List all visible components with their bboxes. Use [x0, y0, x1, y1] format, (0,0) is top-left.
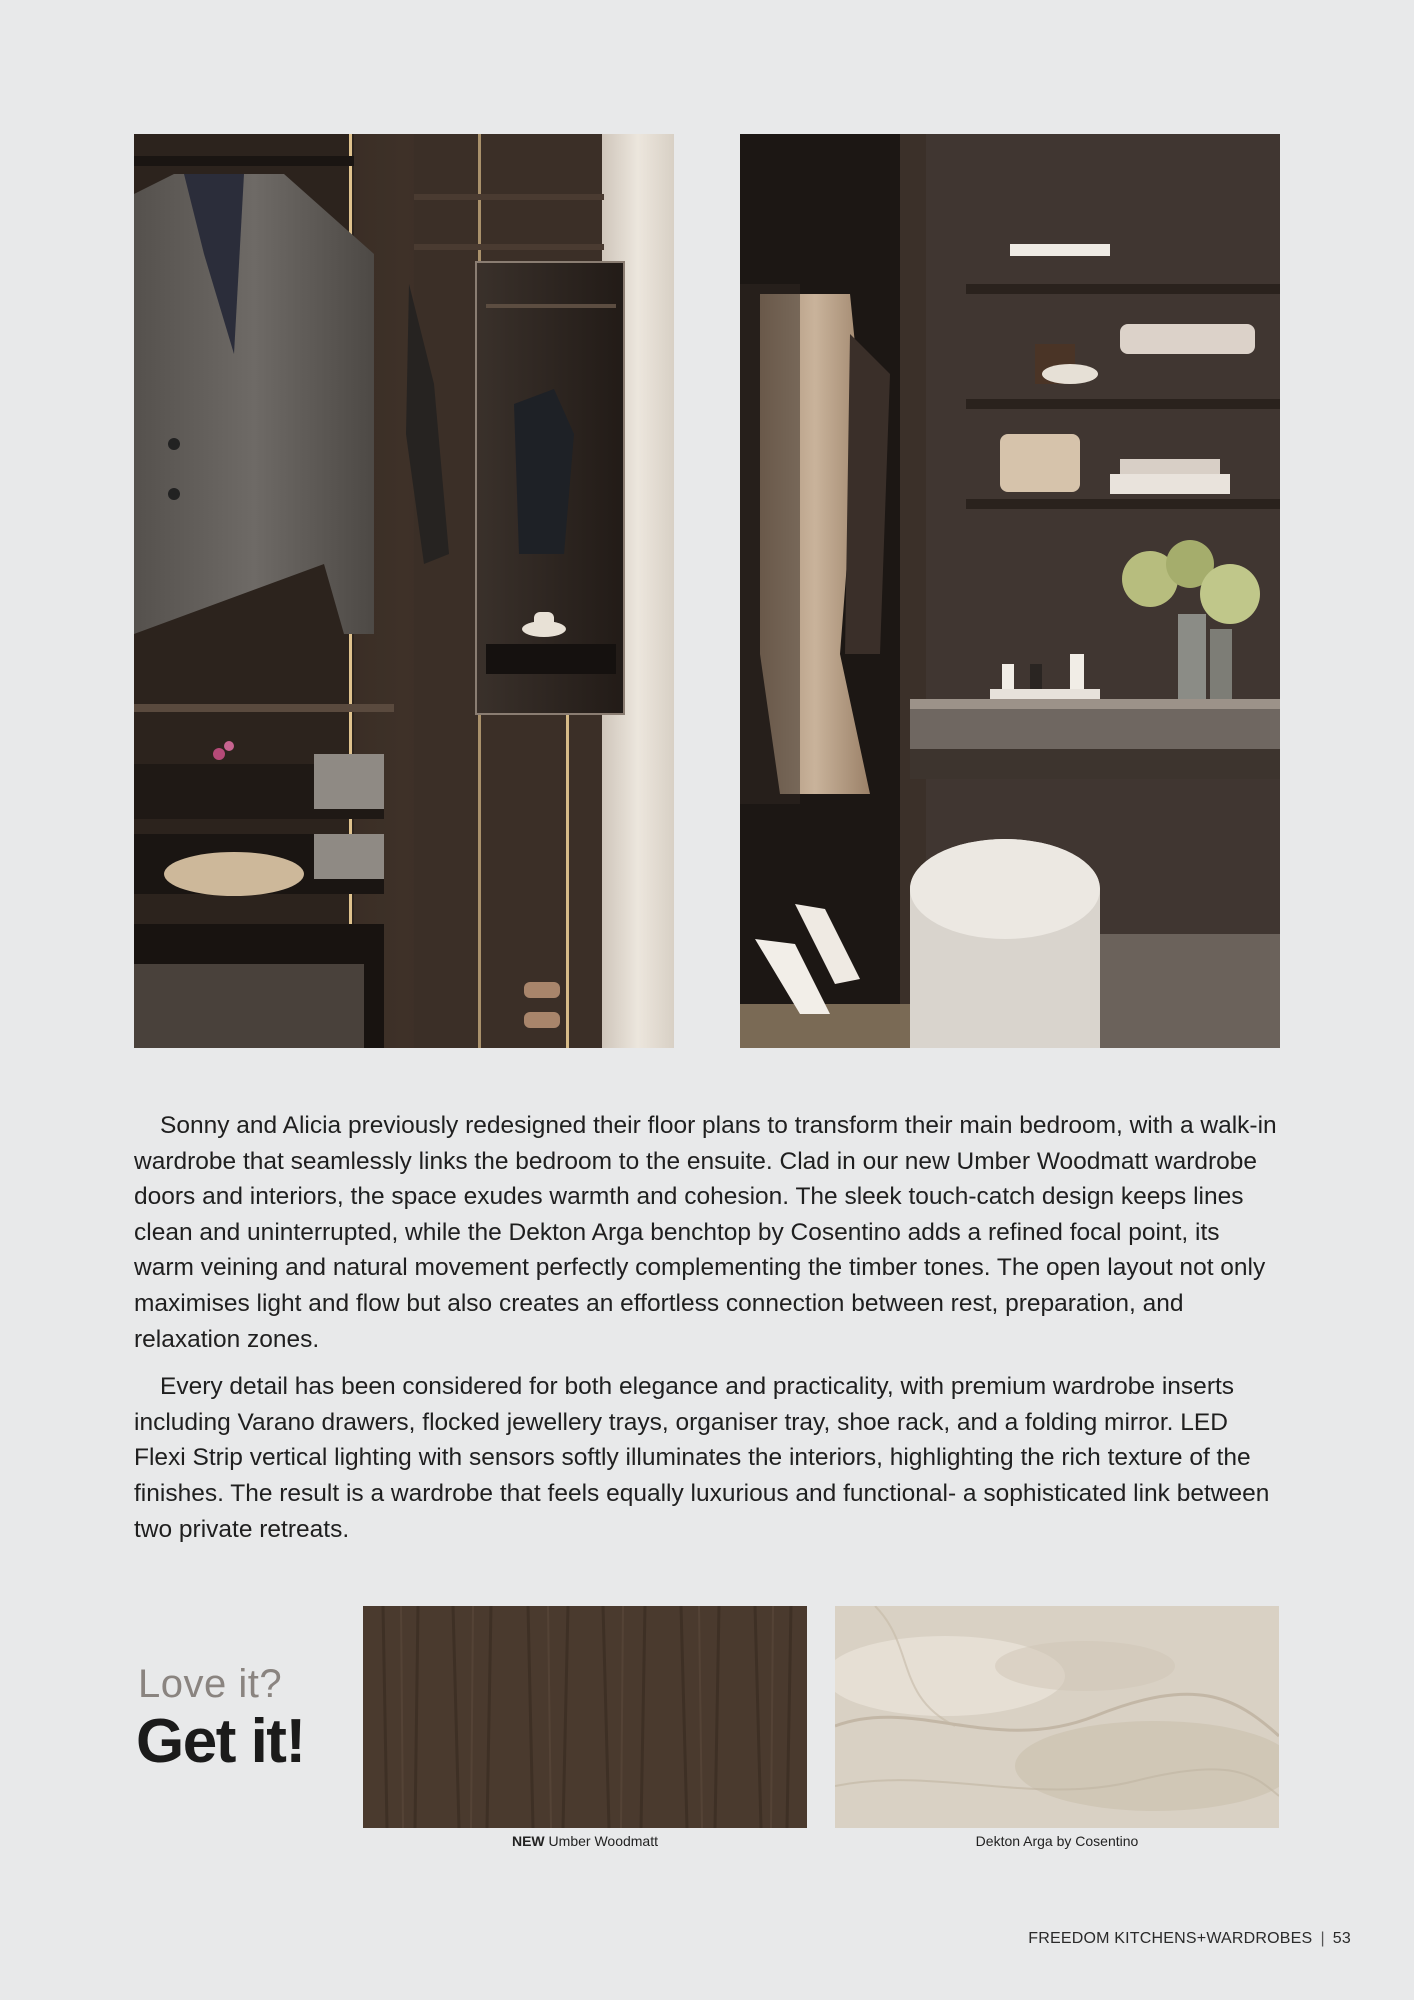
article-paragraph-1: Sonny and Alicia previously redesigned their floor plans to transform their main bedroom, with a walk-in wardrobe that seamlessly links the bedroom to the ensuite. Clad in our new Umber Woodmatt wardrobe doors and interiors, the space exudes warmth and cohesion. The sleek touch-catch design keeps lines clean and uninterrupted, while the Dekton Arga benchtop by Cosentino adds a refined focal point, its warm veining and natural movement perfectly complementing the timber tones. The open layout not only maximises light and flow but also creates an effortless connection between rest, preparation, and relaxation zones.	[134, 1112, 1277, 1353]
new-badge: NEW	[511, 1833, 545, 1849]
caption-umber-woodmatt	[363, 1833, 807, 1849]
footer-brand: FREEDOM KITCHENS+WARDROBES	[1028, 1930, 1313, 1947]
photo-wardrobe-jacket	[134, 134, 674, 1048]
swatch-umber-woodmatt	[363, 1606, 807, 1828]
page-footer	[1028, 1930, 1351, 1948]
article-paragraph-2: Every detail has been considered for both elegance and practicality, with premium wardrobe inserts including Varano drawers, flocked jewellery trays, organiser tray, shoe rack, and a folding mirror. LED Flexi Strip vertical lighting with sensors softly illuminates the interiors, highlighting the rich texture of the finishes. The result is a wardrobe that feels equally luxurious and functional- a sophisticated link between two private retreats.	[134, 1373, 1270, 1543]
get-it-heading: Get it!	[136, 1707, 305, 1776]
footer-separator: |	[1320, 1930, 1325, 1947]
caption-dekton-arga-name: Dekton Arga by Cosentino	[975, 1833, 1139, 1849]
photo-walk-in-wardrobe-vanity	[740, 134, 1280, 1048]
caption-umber-woodmatt-name: Umber Woodmatt	[548, 1833, 658, 1849]
caption-dekton-arga	[835, 1833, 1279, 1849]
article-body	[134, 1108, 1280, 1559]
swatch-dekton-arga	[835, 1606, 1279, 1828]
love-it-heading: Love it?	[138, 1662, 283, 1706]
page-number: 53	[1332, 1930, 1351, 1947]
